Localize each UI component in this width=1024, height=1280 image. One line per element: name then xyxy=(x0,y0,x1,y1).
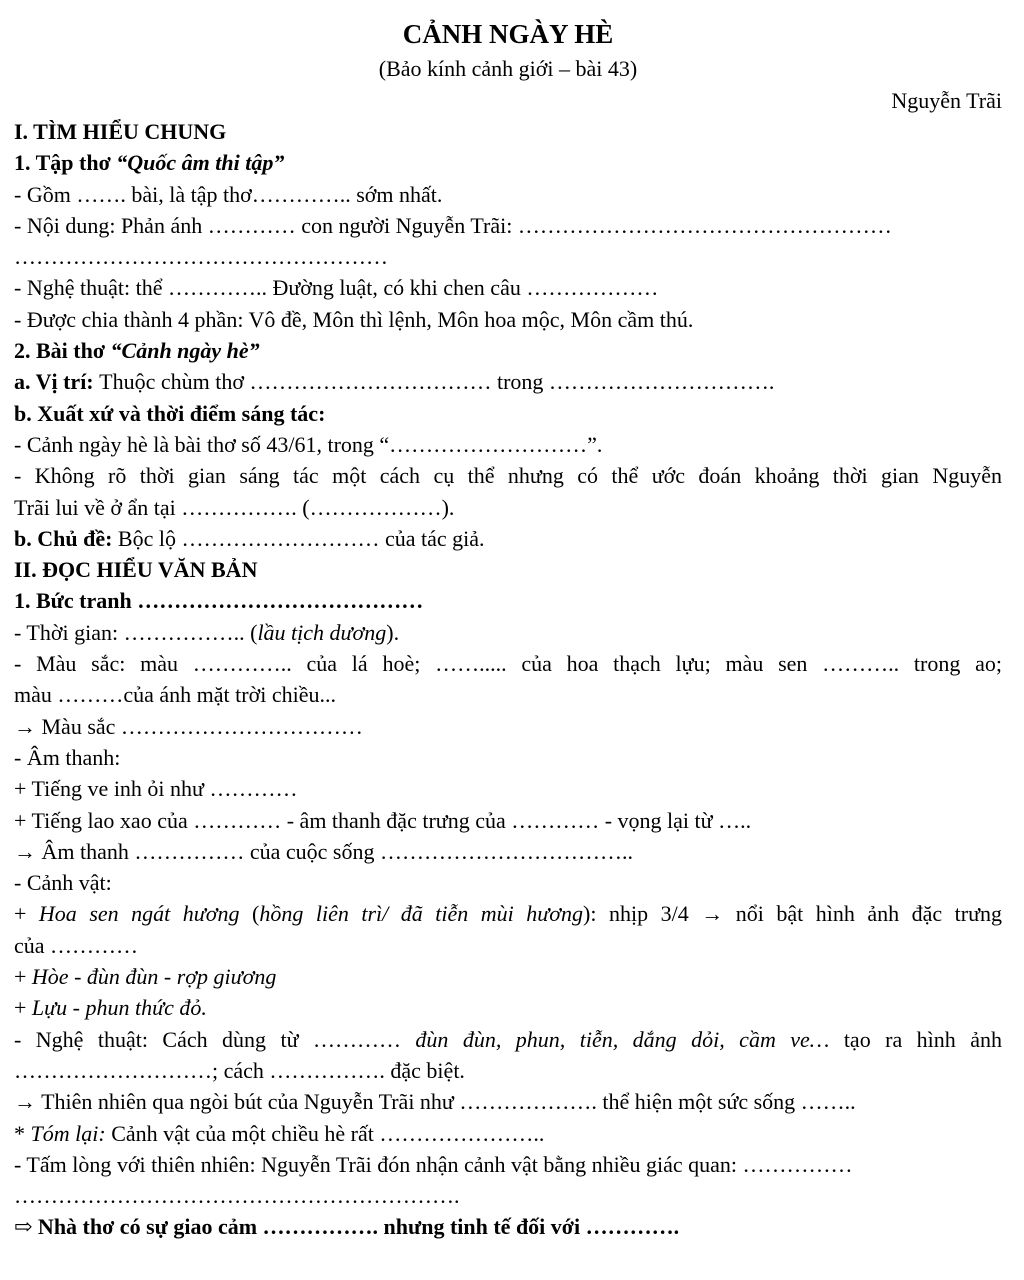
text-line xyxy=(14,679,1002,710)
text-line xyxy=(14,523,1002,554)
text-line xyxy=(14,585,1002,616)
text-run: 2. Bài thơ xyxy=(14,338,111,364)
text-run: b. Chủ đề: xyxy=(14,525,118,551)
text-run: - Âm thanh: xyxy=(14,744,121,770)
text-run: + xyxy=(14,901,39,927)
text-line xyxy=(14,1055,1002,1086)
text-run: - Cảnh vật: xyxy=(14,870,112,896)
text-run: - Nội dung: Phản ánh ………… con người Nguyễn Trãi: …………………………………………… xyxy=(14,212,892,238)
text-line xyxy=(14,335,1002,366)
text-line xyxy=(14,1180,1002,1211)
text-run: → Âm thanh …………… của cuộc sống …………………………….. xyxy=(14,838,633,864)
text-run: Bộc lộ ……………………… của tác giả. xyxy=(117,525,485,551)
text-run: - Gồm ……. bài, là tập thơ………….. sớm nhất. xyxy=(14,181,443,207)
text-line xyxy=(14,1149,1002,1180)
text-line xyxy=(14,1024,1002,1055)
text-line xyxy=(14,836,1002,867)
text-line xyxy=(14,711,1002,742)
text-run: 1. Bức tranh ………………………………… xyxy=(14,588,424,614)
text-line xyxy=(14,366,1002,397)
text-line xyxy=(14,272,1002,303)
author-name: Nguyễn Trãi xyxy=(891,88,1002,113)
text-line xyxy=(14,805,1002,836)
text-run: - Không rõ thời gian sáng tác một cách cụ thể nhưng có thể ước đoán khoảng thời gian Nguyễn xyxy=(14,463,1002,489)
text-run: - Thời gian: …………….. ( xyxy=(14,619,258,645)
text-run: ( xyxy=(239,901,260,927)
text-line xyxy=(14,554,1002,585)
text-line xyxy=(14,179,1002,210)
text-line xyxy=(14,773,1002,804)
text-run: - Nghệ thuật: thể ………….. Đường luật, có khi chen câu ……………… xyxy=(14,275,659,301)
text-run: Trãi lui về ở ẩn tại ……………. (………………). xyxy=(14,494,455,520)
text-run: b. Xuất xứ và thời điểm sáng tác: xyxy=(14,400,326,426)
text-run: ). xyxy=(386,619,400,645)
text-line xyxy=(14,961,1002,992)
text-line xyxy=(14,992,1002,1023)
text-run: - Cảnh ngày hè là bài thơ số 43/61, trong “………………………”. xyxy=(14,431,603,457)
text-run: * xyxy=(14,1120,31,1146)
text-run: …………………………………………… xyxy=(14,244,388,270)
text-line xyxy=(14,210,1002,241)
text-run: Thuộc chùm thơ …………………………… trong …………………………. xyxy=(99,369,775,395)
text-line xyxy=(14,1211,1002,1242)
text-run: → Thiên nhiên qua ngòi bút của Nguyễn Trãi như ………………. thể hiện một sức sống …….. xyxy=(14,1089,856,1115)
text-run: - Tấm lòng với thiên nhiên: Nguyễn Trãi đón nhận cảnh vật bằng nhiều giác quan: …………… xyxy=(14,1151,853,1177)
text-line xyxy=(14,898,1002,929)
text-run: Hòe - đùn đùn - rợp giương xyxy=(31,964,277,990)
text-run: → Màu sắc …………………………… xyxy=(14,713,363,739)
document-title: CẢNH NGÀY HÈ xyxy=(402,19,614,49)
text-run: tạo ra hình ảnh xyxy=(829,1026,1002,1052)
text-run: của ………… xyxy=(14,932,139,958)
text-run: + Tiếng ve inh ỏi như ………… xyxy=(14,776,298,802)
text-run: Cảnh vật của một chiều hè rất ………………….. xyxy=(105,1120,545,1146)
text-run: I. TÌM HIỂU CHUNG xyxy=(14,119,227,144)
text-run: - Màu sắc: màu ………….. của lá hoè; ……..... của hoa thạch lựu; màu sen ……….. trong ao; xyxy=(14,651,1002,677)
text-line xyxy=(14,617,1002,648)
text-run: Tóm lại: xyxy=(30,1120,106,1146)
text-run: + Tiếng lao xao của ………… - âm thanh đặc trưng của ………… - vọng lại từ ….. xyxy=(14,807,752,833)
text-run: Hoa sen ngát hương xyxy=(38,901,240,927)
text-run: ⇨ Nhà thơ có sự giao cảm ……………. nhưng tinh tế đối với …………. xyxy=(14,1214,680,1240)
text-run: “Quốc âm thi tập” xyxy=(116,150,285,176)
text-line xyxy=(14,742,1002,773)
text-line xyxy=(14,1118,1002,1149)
text-run: Lựu - phun thức đỏ. xyxy=(31,995,207,1021)
text-line xyxy=(14,147,1002,178)
text-run: ): nhịp 3/4 → nổi bật hình ảnh đặc trưng xyxy=(583,901,1002,927)
text-run: ……………………………………………………. xyxy=(14,1183,460,1209)
text-line xyxy=(14,460,1002,491)
document-subtitle: (Bảo kính cảnh giới – bài 43) xyxy=(378,56,638,81)
text-line xyxy=(14,116,1002,147)
text-run: đùn đùn, phun, tiễn, dắng dỏi, cầm ve… xyxy=(415,1026,830,1052)
text-run: + xyxy=(14,964,32,990)
text-line xyxy=(14,398,1002,429)
text-run: 1. Tập thơ xyxy=(14,150,117,176)
text-run: II. ĐỌC HIỂU VĂN BẢN xyxy=(14,557,258,583)
text-line xyxy=(14,1086,1002,1117)
text-line xyxy=(14,429,1002,460)
text-run: “Cảnh ngày hè” xyxy=(110,338,260,364)
text-line xyxy=(14,867,1002,898)
text-run: - Được chia thành 4 phần: Vô đề, Môn thì lệnh, Môn hoa mộc, Môn cầm thú. xyxy=(14,306,694,332)
text-run: màu ………của ánh mặt trời chiều... xyxy=(14,682,336,708)
text-run: lầu tịch dương xyxy=(257,619,387,645)
text-run: + xyxy=(14,995,32,1021)
text-line xyxy=(14,241,1002,272)
text-run: - Nghệ thuật: Cách dùng từ ………… xyxy=(14,1026,416,1052)
text-run: ………………………; cách ……………. đặc biệt. xyxy=(14,1057,465,1083)
text-line xyxy=(14,648,1002,679)
text-run: a. Vị trí: xyxy=(14,369,100,395)
text-line xyxy=(14,304,1002,335)
text-line xyxy=(14,930,1002,961)
text-run: hồng liên trì/ đã tiễn mùi hương xyxy=(259,901,584,927)
text-line xyxy=(14,492,1002,523)
document-body xyxy=(14,116,1002,1243)
